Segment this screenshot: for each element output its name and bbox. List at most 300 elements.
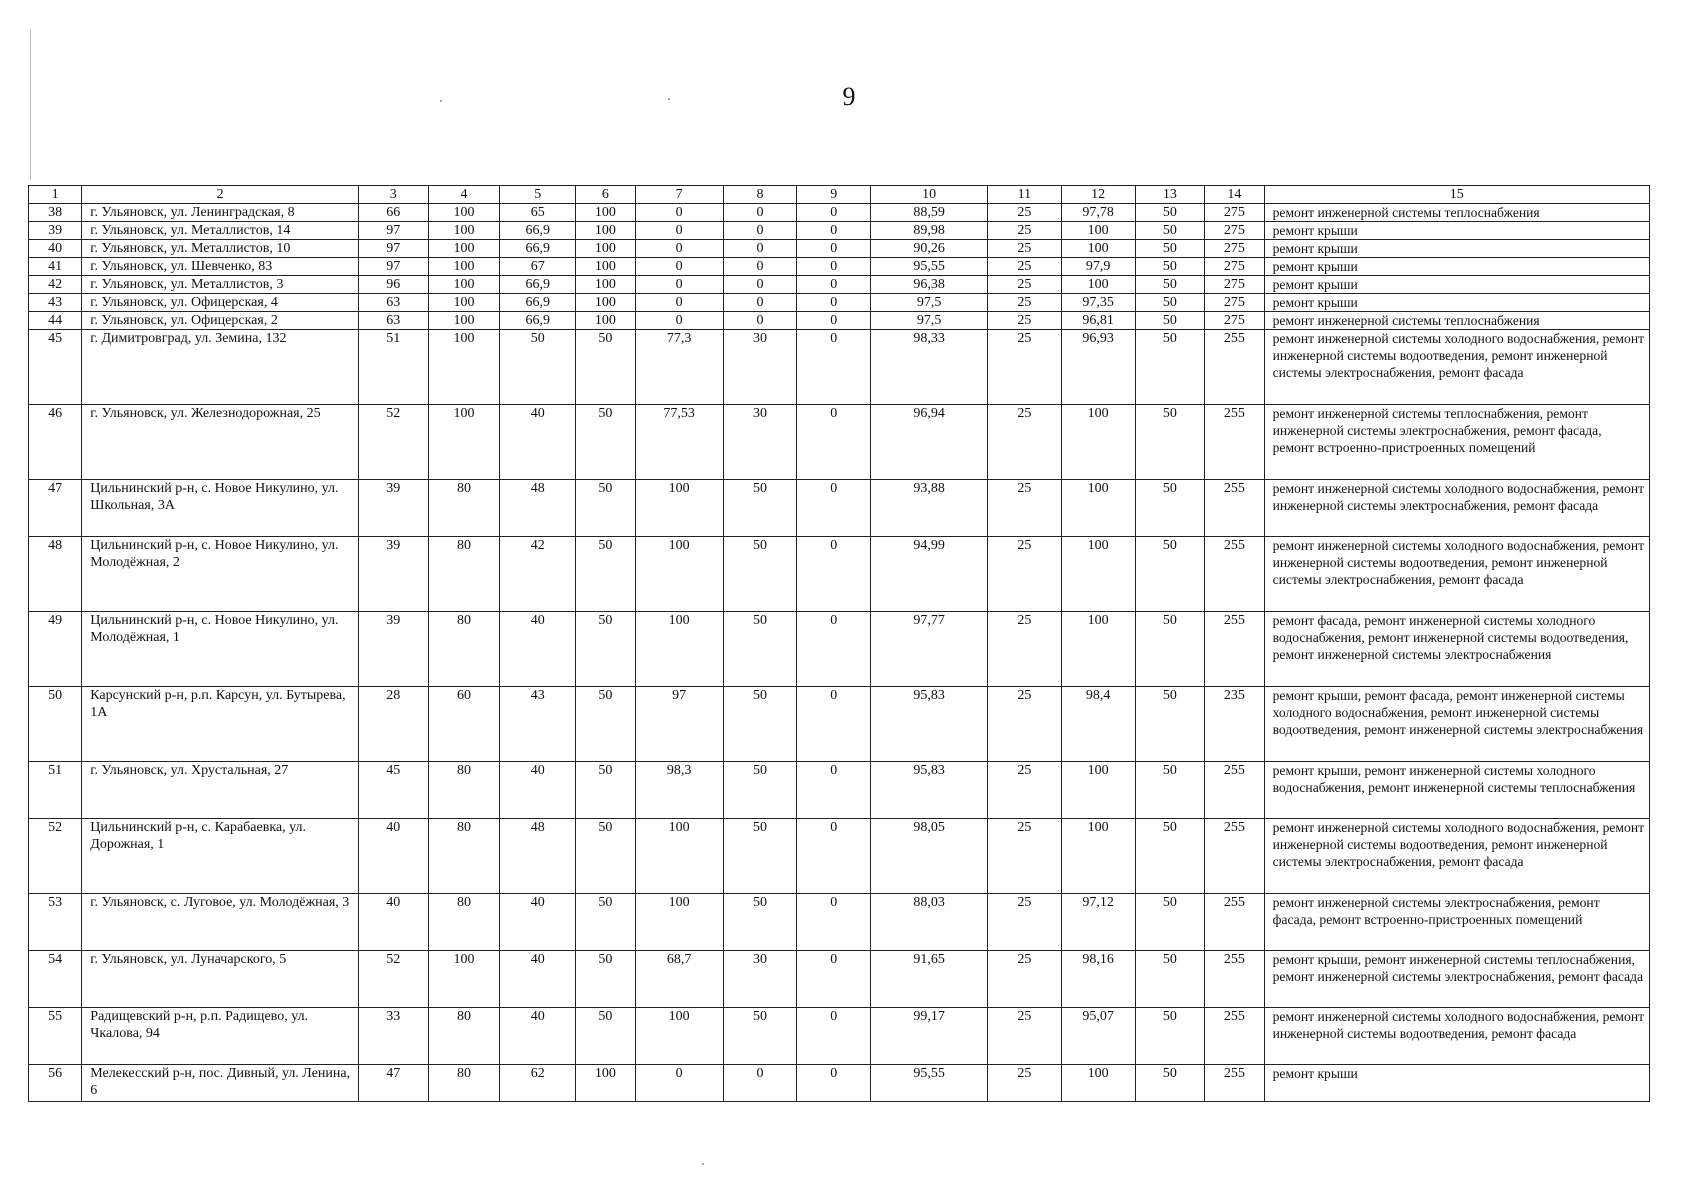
value-cell: 50 bbox=[1135, 951, 1205, 1008]
row-number: 49 bbox=[29, 612, 82, 687]
value-cell: 50 bbox=[576, 894, 635, 951]
value-cell: 100 bbox=[1061, 240, 1135, 258]
value-cell: 80 bbox=[428, 612, 500, 687]
header-cell: 3 bbox=[358, 186, 428, 204]
work-type-cell: ремонт инженерной системы теплоснабжения, ремонт инженерной системы электроснабжения, ремонт фасада, ремонт встроенно-пристроенных помещений bbox=[1264, 405, 1649, 480]
value-cell: 100 bbox=[576, 258, 635, 276]
value-cell: 50 bbox=[723, 762, 797, 819]
value-cell: 50 bbox=[1135, 687, 1205, 762]
table-row bbox=[29, 1065, 1650, 1102]
work-type-cell: ремонт инженерной системы холодного водоснабжения, ремонт инженерной системы водоотведения, ремонт инженерной системы электроснабжения, ремонт фасада bbox=[1264, 537, 1649, 612]
value-cell: 50 bbox=[576, 762, 635, 819]
value-cell: 50 bbox=[723, 687, 797, 762]
header-cell: 4 bbox=[428, 186, 500, 204]
value-cell: 100 bbox=[635, 1008, 723, 1065]
value-cell: 80 bbox=[428, 480, 500, 537]
value-cell: 97,5 bbox=[871, 294, 988, 312]
value-cell: 100 bbox=[1061, 480, 1135, 537]
value-cell: 0 bbox=[723, 312, 797, 330]
value-cell: 52 bbox=[358, 951, 428, 1008]
value-cell: 88,03 bbox=[871, 894, 988, 951]
value-cell: 25 bbox=[987, 951, 1061, 1008]
work-type-cell: ремонт крыши bbox=[1264, 258, 1649, 276]
value-cell: 0 bbox=[797, 405, 871, 480]
value-cell: 50 bbox=[576, 405, 635, 480]
value-cell: 0 bbox=[723, 222, 797, 240]
value-cell: 0 bbox=[723, 204, 797, 222]
value-cell: 25 bbox=[987, 405, 1061, 480]
value-cell: 88,59 bbox=[871, 204, 988, 222]
work-type-cell: ремонт инженерной системы холодного водоснабжения, ремонт инженерной системы водоотведения, ремонт инженерной системы электроснабжения, ремонт фасада bbox=[1264, 330, 1649, 405]
value-cell: 40 bbox=[500, 1008, 576, 1065]
value-cell: 66,9 bbox=[500, 222, 576, 240]
value-cell: 100 bbox=[1061, 222, 1135, 240]
value-cell: 67 bbox=[500, 258, 576, 276]
row-number: 43 bbox=[29, 294, 82, 312]
table-row bbox=[29, 612, 1650, 687]
row-number: 47 bbox=[29, 480, 82, 537]
row-number: 55 bbox=[29, 1008, 82, 1065]
value-cell: 255 bbox=[1205, 894, 1264, 951]
value-cell: 0 bbox=[797, 687, 871, 762]
value-cell: 40 bbox=[500, 894, 576, 951]
value-cell: 95,07 bbox=[1061, 1008, 1135, 1065]
value-cell: 50 bbox=[1135, 222, 1205, 240]
value-cell: 50 bbox=[576, 330, 635, 405]
value-cell: 98,33 bbox=[871, 330, 988, 405]
value-cell: 100 bbox=[576, 240, 635, 258]
work-type-cell: ремонт инженерной системы электроснабжения, ремонт фасада, ремонт встроенно-пристроенных помещений bbox=[1264, 894, 1649, 951]
value-cell: 50 bbox=[723, 819, 797, 894]
value-cell: 0 bbox=[723, 276, 797, 294]
table-row bbox=[29, 222, 1650, 240]
table-row bbox=[29, 762, 1650, 819]
value-cell: 50 bbox=[1135, 480, 1205, 537]
value-cell: 96,94 bbox=[871, 405, 988, 480]
table-row bbox=[29, 276, 1650, 294]
value-cell: 98,4 bbox=[1061, 687, 1135, 762]
value-cell: 80 bbox=[428, 894, 500, 951]
value-cell: 100 bbox=[428, 258, 500, 276]
value-cell: 63 bbox=[358, 294, 428, 312]
header-cell: 14 bbox=[1205, 186, 1264, 204]
address-cell: г. Ульяновск, ул. Хрустальная, 27 bbox=[82, 762, 359, 819]
value-cell: 0 bbox=[635, 294, 723, 312]
address-cell: г. Ульяновск, ул. Металлистов, 3 bbox=[82, 276, 359, 294]
value-cell: 0 bbox=[797, 258, 871, 276]
value-cell: 100 bbox=[635, 894, 723, 951]
work-type-cell: ремонт крыши, ремонт фасада, ремонт инженерной системы холодного водоснабжения, ремонт инженерной системы водоотведения, ремонт инженерной системы электроснабжения bbox=[1264, 687, 1649, 762]
value-cell: 80 bbox=[428, 1065, 500, 1102]
value-cell: 0 bbox=[797, 762, 871, 819]
row-number: 42 bbox=[29, 276, 82, 294]
value-cell: 28 bbox=[358, 687, 428, 762]
value-cell: 50 bbox=[1135, 819, 1205, 894]
value-cell: 25 bbox=[987, 258, 1061, 276]
value-cell: 100 bbox=[1061, 405, 1135, 480]
work-type-cell: ремонт крыши, ремонт инженерной системы теплоснабжения, ремонт инженерной системы электроснабжения, ремонт фасада bbox=[1264, 951, 1649, 1008]
value-cell: 100 bbox=[576, 294, 635, 312]
value-cell: 80 bbox=[428, 819, 500, 894]
value-cell: 100 bbox=[576, 222, 635, 240]
value-cell: 48 bbox=[500, 819, 576, 894]
value-cell: 43 bbox=[500, 687, 576, 762]
value-cell: 97,12 bbox=[1061, 894, 1135, 951]
work-type-cell: ремонт инженерной системы теплоснабжения bbox=[1264, 312, 1649, 330]
table-row bbox=[29, 240, 1650, 258]
value-cell: 255 bbox=[1205, 612, 1264, 687]
header-row bbox=[29, 186, 1650, 204]
value-cell: 0 bbox=[635, 276, 723, 294]
row-number: 45 bbox=[29, 330, 82, 405]
value-cell: 47 bbox=[358, 1065, 428, 1102]
table-row bbox=[29, 687, 1650, 762]
value-cell: 97,5 bbox=[871, 312, 988, 330]
value-cell: 100 bbox=[576, 312, 635, 330]
value-cell: 95,83 bbox=[871, 762, 988, 819]
value-cell: 100 bbox=[428, 276, 500, 294]
row-number: 56 bbox=[29, 1065, 82, 1102]
value-cell: 100 bbox=[1061, 537, 1135, 612]
value-cell: 275 bbox=[1205, 294, 1264, 312]
value-cell: 275 bbox=[1205, 258, 1264, 276]
value-cell: 0 bbox=[797, 894, 871, 951]
value-cell: 50 bbox=[1135, 312, 1205, 330]
value-cell: 68,7 bbox=[635, 951, 723, 1008]
value-cell: 100 bbox=[1061, 1065, 1135, 1102]
value-cell: 40 bbox=[358, 894, 428, 951]
table-row bbox=[29, 258, 1650, 276]
work-type-cell: ремонт инженерной системы теплоснабжения bbox=[1264, 204, 1649, 222]
address-cell: г. Ульяновск, с. Луговое, ул. Молодёжная, 3 bbox=[82, 894, 359, 951]
address-cell: г. Ульяновск, ул. Шевченко, 83 bbox=[82, 258, 359, 276]
value-cell: 96,38 bbox=[871, 276, 988, 294]
value-cell: 50 bbox=[1135, 894, 1205, 951]
table-body bbox=[29, 204, 1650, 1102]
value-cell: 97 bbox=[358, 240, 428, 258]
table-row bbox=[29, 405, 1650, 480]
header-cell: 6 bbox=[576, 186, 635, 204]
value-cell: 25 bbox=[987, 480, 1061, 537]
value-cell: 48 bbox=[500, 480, 576, 537]
value-cell: 51 bbox=[358, 330, 428, 405]
value-cell: 25 bbox=[987, 204, 1061, 222]
row-number: 52 bbox=[29, 819, 82, 894]
row-number: 48 bbox=[29, 537, 82, 612]
value-cell: 0 bbox=[635, 222, 723, 240]
value-cell: 0 bbox=[797, 537, 871, 612]
value-cell: 50 bbox=[500, 330, 576, 405]
value-cell: 30 bbox=[723, 330, 797, 405]
work-type-cell: ремонт крыши bbox=[1264, 1065, 1649, 1102]
value-cell: 0 bbox=[723, 240, 797, 258]
value-cell: 50 bbox=[576, 687, 635, 762]
value-cell: 235 bbox=[1205, 687, 1264, 762]
value-cell: 40 bbox=[500, 762, 576, 819]
value-cell: 50 bbox=[1135, 258, 1205, 276]
value-cell: 255 bbox=[1205, 951, 1264, 1008]
value-cell: 100 bbox=[1061, 276, 1135, 294]
table-row bbox=[29, 894, 1650, 951]
value-cell: 0 bbox=[635, 240, 723, 258]
address-cell: Мелекесский р-н, пос. Дивный, ул. Ленина, 6 bbox=[82, 1065, 359, 1102]
work-type-cell: ремонт инженерной системы холодного водоснабжения, ремонт инженерной системы электроснабжения, ремонт фасада bbox=[1264, 480, 1649, 537]
row-number: 51 bbox=[29, 762, 82, 819]
value-cell: 39 bbox=[358, 537, 428, 612]
repair-table bbox=[28, 185, 1650, 1102]
value-cell: 97,78 bbox=[1061, 204, 1135, 222]
header-cell: 1 bbox=[29, 186, 82, 204]
value-cell: 100 bbox=[635, 612, 723, 687]
value-cell: 50 bbox=[1135, 276, 1205, 294]
value-cell: 100 bbox=[428, 405, 500, 480]
value-cell: 0 bbox=[797, 294, 871, 312]
value-cell: 50 bbox=[576, 480, 635, 537]
value-cell: 50 bbox=[1135, 612, 1205, 687]
table-row bbox=[29, 1008, 1650, 1065]
row-number: 46 bbox=[29, 405, 82, 480]
value-cell: 0 bbox=[797, 819, 871, 894]
value-cell: 50 bbox=[723, 537, 797, 612]
value-cell: 25 bbox=[987, 1065, 1061, 1102]
table-row bbox=[29, 330, 1650, 405]
value-cell: 39 bbox=[358, 480, 428, 537]
value-cell: 0 bbox=[797, 951, 871, 1008]
table-row bbox=[29, 951, 1650, 1008]
value-cell: 50 bbox=[1135, 330, 1205, 405]
work-type-cell: ремонт крыши bbox=[1264, 222, 1649, 240]
value-cell: 50 bbox=[1135, 294, 1205, 312]
table-row bbox=[29, 819, 1650, 894]
table-row bbox=[29, 537, 1650, 612]
value-cell: 0 bbox=[797, 222, 871, 240]
value-cell: 63 bbox=[358, 312, 428, 330]
work-type-cell: ремонт крыши bbox=[1264, 240, 1649, 258]
row-number: 38 bbox=[29, 204, 82, 222]
value-cell: 100 bbox=[1061, 819, 1135, 894]
value-cell: 0 bbox=[635, 204, 723, 222]
address-cell: г. Ульяновск, ул. Железнодорожная, 25 bbox=[82, 405, 359, 480]
row-number: 40 bbox=[29, 240, 82, 258]
value-cell: 96,81 bbox=[1061, 312, 1135, 330]
value-cell: 100 bbox=[428, 951, 500, 1008]
value-cell: 45 bbox=[358, 762, 428, 819]
value-cell: 275 bbox=[1205, 222, 1264, 240]
header-cell: 10 bbox=[871, 186, 988, 204]
value-cell: 100 bbox=[635, 819, 723, 894]
value-cell: 50 bbox=[1135, 204, 1205, 222]
value-cell: 25 bbox=[987, 612, 1061, 687]
value-cell: 0 bbox=[723, 294, 797, 312]
value-cell: 91,65 bbox=[871, 951, 988, 1008]
value-cell: 100 bbox=[428, 330, 500, 405]
value-cell: 97,9 bbox=[1061, 258, 1135, 276]
address-cell: г. Ульяновск, ул. Металлистов, 10 bbox=[82, 240, 359, 258]
address-cell: г. Ульяновск, ул. Офицерская, 2 bbox=[82, 312, 359, 330]
table-row bbox=[29, 480, 1650, 537]
value-cell: 100 bbox=[1061, 612, 1135, 687]
value-cell: 25 bbox=[987, 819, 1061, 894]
value-cell: 50 bbox=[576, 1008, 635, 1065]
value-cell: 25 bbox=[987, 1008, 1061, 1065]
value-cell: 275 bbox=[1205, 204, 1264, 222]
value-cell: 255 bbox=[1205, 537, 1264, 612]
work-type-cell: ремонт крыши bbox=[1264, 294, 1649, 312]
value-cell: 90,26 bbox=[871, 240, 988, 258]
row-number: 44 bbox=[29, 312, 82, 330]
value-cell: 25 bbox=[987, 312, 1061, 330]
work-type-cell: ремонт инженерной системы холодного водоснабжения, ремонт инженерной системы водоотведения, ремонт фасада bbox=[1264, 1008, 1649, 1065]
value-cell: 96 bbox=[358, 276, 428, 294]
row-number: 50 bbox=[29, 687, 82, 762]
value-cell: 50 bbox=[1135, 240, 1205, 258]
value-cell: 0 bbox=[797, 240, 871, 258]
value-cell: 255 bbox=[1205, 762, 1264, 819]
value-cell: 30 bbox=[723, 951, 797, 1008]
table-row bbox=[29, 312, 1650, 330]
address-cell: г. Димитровград, ул. Земина, 132 bbox=[82, 330, 359, 405]
value-cell: 40 bbox=[500, 951, 576, 1008]
value-cell: 100 bbox=[428, 204, 500, 222]
address-cell: г. Ульяновск, ул. Ленинградская, 8 bbox=[82, 204, 359, 222]
value-cell: 95,55 bbox=[871, 258, 988, 276]
address-cell: Радищевский р-н, р.п. Радищево, ул. Чкалова, 94 bbox=[82, 1008, 359, 1065]
value-cell: 40 bbox=[500, 405, 576, 480]
value-cell: 98,16 bbox=[1061, 951, 1135, 1008]
value-cell: 66,9 bbox=[500, 240, 576, 258]
value-cell: 50 bbox=[723, 1008, 797, 1065]
address-cell: Цильнинский р-н, с. Новое Никулино, ул. Молодёжная, 2 bbox=[82, 537, 359, 612]
value-cell: 77,53 bbox=[635, 405, 723, 480]
value-cell: 50 bbox=[723, 894, 797, 951]
value-cell: 95,83 bbox=[871, 687, 988, 762]
value-cell: 50 bbox=[723, 612, 797, 687]
value-cell: 0 bbox=[797, 312, 871, 330]
value-cell: 100 bbox=[576, 1065, 635, 1102]
address-cell: Цильнинский р-н, с. Новое Никулино, ул. Школьная, 3А bbox=[82, 480, 359, 537]
value-cell: 100 bbox=[635, 537, 723, 612]
value-cell: 0 bbox=[723, 1065, 797, 1102]
value-cell: 100 bbox=[428, 240, 500, 258]
table-row bbox=[29, 204, 1650, 222]
row-number: 54 bbox=[29, 951, 82, 1008]
value-cell: 100 bbox=[428, 294, 500, 312]
value-cell: 40 bbox=[500, 612, 576, 687]
value-cell: 255 bbox=[1205, 480, 1264, 537]
table-row bbox=[29, 294, 1650, 312]
value-cell: 50 bbox=[723, 480, 797, 537]
value-cell: 95,55 bbox=[871, 1065, 988, 1102]
value-cell: 25 bbox=[987, 330, 1061, 405]
value-cell: 62 bbox=[500, 1065, 576, 1102]
value-cell: 50 bbox=[1135, 1065, 1205, 1102]
value-cell: 94,99 bbox=[871, 537, 988, 612]
value-cell: 25 bbox=[987, 894, 1061, 951]
header-cell: 15 bbox=[1264, 186, 1649, 204]
value-cell: 42 bbox=[500, 537, 576, 612]
value-cell: 275 bbox=[1205, 276, 1264, 294]
row-number: 39 bbox=[29, 222, 82, 240]
value-cell: 275 bbox=[1205, 240, 1264, 258]
value-cell: 100 bbox=[576, 276, 635, 294]
value-cell: 100 bbox=[1061, 762, 1135, 819]
header-cell: 8 bbox=[723, 186, 797, 204]
work-type-cell: ремонт инженерной системы холодного водоснабжения, ремонт инженерной системы водоотведения, ремонт инженерной системы электроснабжения, ремонт фасада bbox=[1264, 819, 1649, 894]
header-cell: 5 bbox=[500, 186, 576, 204]
value-cell: 25 bbox=[987, 537, 1061, 612]
value-cell: 100 bbox=[428, 312, 500, 330]
scan-speck bbox=[668, 98, 670, 100]
header-cell: 9 bbox=[797, 186, 871, 204]
value-cell: 50 bbox=[576, 951, 635, 1008]
value-cell: 255 bbox=[1205, 1065, 1264, 1102]
address-cell: Цильнинский р-н, с. Новое Никулино, ул. Молодёжная, 1 bbox=[82, 612, 359, 687]
address-cell: г. Ульяновск, ул. Луначарского, 5 bbox=[82, 951, 359, 1008]
page-number: 9 bbox=[842, 82, 856, 111]
value-cell: 255 bbox=[1205, 819, 1264, 894]
value-cell: 0 bbox=[797, 276, 871, 294]
value-cell: 65 bbox=[500, 204, 576, 222]
value-cell: 40 bbox=[358, 819, 428, 894]
value-cell: 89,98 bbox=[871, 222, 988, 240]
value-cell: 0 bbox=[797, 1008, 871, 1065]
scan-speck bbox=[440, 100, 442, 102]
value-cell: 93,88 bbox=[871, 480, 988, 537]
value-cell: 255 bbox=[1205, 330, 1264, 405]
value-cell: 97,77 bbox=[871, 612, 988, 687]
value-cell: 0 bbox=[797, 1065, 871, 1102]
value-cell: 0 bbox=[797, 204, 871, 222]
header-cell: 13 bbox=[1135, 186, 1205, 204]
value-cell: 0 bbox=[797, 330, 871, 405]
value-cell: 80 bbox=[428, 762, 500, 819]
value-cell: 0 bbox=[797, 480, 871, 537]
value-cell: 100 bbox=[428, 222, 500, 240]
work-type-cell: ремонт крыши, ремонт инженерной системы холодного водоснабжения, ремонт инженерной системы теплоснабжения bbox=[1264, 762, 1649, 819]
value-cell: 98,3 bbox=[635, 762, 723, 819]
row-number: 41 bbox=[29, 258, 82, 276]
value-cell: 50 bbox=[576, 819, 635, 894]
value-cell: 39 bbox=[358, 612, 428, 687]
value-cell: 60 bbox=[428, 687, 500, 762]
value-cell: 100 bbox=[576, 204, 635, 222]
value-cell: 25 bbox=[987, 222, 1061, 240]
value-cell: 97,35 bbox=[1061, 294, 1135, 312]
value-cell: 0 bbox=[635, 1065, 723, 1102]
header-cell: 12 bbox=[1061, 186, 1135, 204]
value-cell: 0 bbox=[635, 258, 723, 276]
row-number: 53 bbox=[29, 894, 82, 951]
value-cell: 97 bbox=[635, 687, 723, 762]
value-cell: 52 bbox=[358, 405, 428, 480]
value-cell: 80 bbox=[428, 1008, 500, 1065]
value-cell: 33 bbox=[358, 1008, 428, 1065]
value-cell: 255 bbox=[1205, 1008, 1264, 1065]
address-cell: г. Ульяновск, ул. Офицерская, 4 bbox=[82, 294, 359, 312]
address-cell: Цильнинский р-н, с. Карабаевка, ул. Дорожная, 1 bbox=[82, 819, 359, 894]
value-cell: 66,9 bbox=[500, 312, 576, 330]
address-cell: г. Ульяновск, ул. Металлистов, 14 bbox=[82, 222, 359, 240]
header-cell: 2 bbox=[82, 186, 359, 204]
value-cell: 97 bbox=[358, 222, 428, 240]
value-cell: 99,17 bbox=[871, 1008, 988, 1065]
value-cell: 66,9 bbox=[500, 276, 576, 294]
header-cell: 7 bbox=[635, 186, 723, 204]
value-cell: 66,9 bbox=[500, 294, 576, 312]
value-cell: 25 bbox=[987, 762, 1061, 819]
value-cell: 97 bbox=[358, 258, 428, 276]
scan-speck bbox=[702, 1163, 704, 1165]
